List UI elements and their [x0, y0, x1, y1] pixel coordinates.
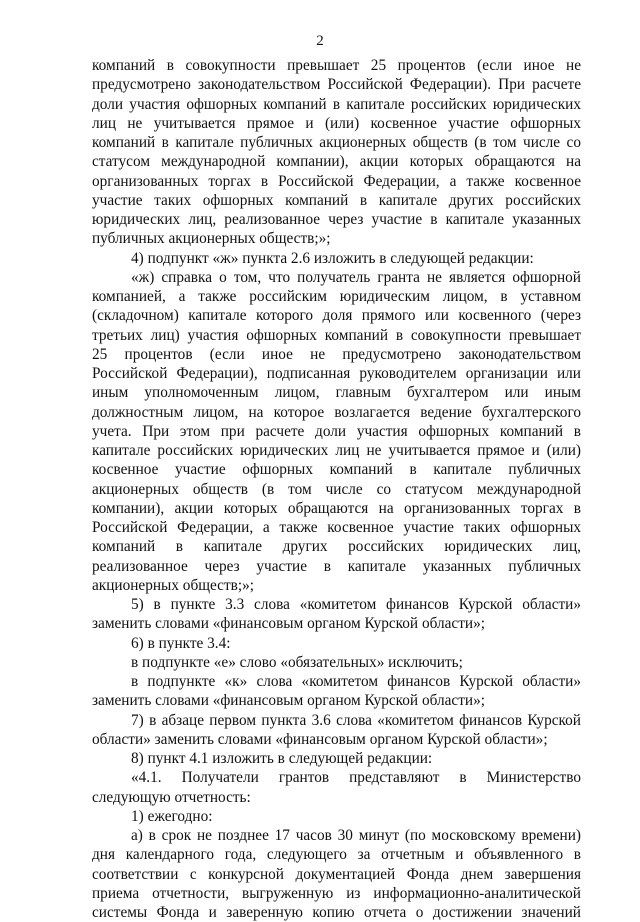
text-line: организованных торгах в Российской Федерации, а также косвенное [92, 172, 581, 190]
text-line: (складочном) капитале которого доля прямого или косвенного (через [92, 307, 581, 325]
text-line: учета. При этом при расчете доли участия офшорных компаний в [92, 422, 581, 440]
text-line: компаний в капитале публичных акционерных обществ (в том числе со [92, 134, 581, 151]
text-line: 5) в пункте 3.3 слова «комитетом финансов Курской области» [131, 596, 581, 613]
text-line: публичных акционерных обществ;»; [92, 230, 331, 248]
text-line: компании), акции которых обращаются на организованных торгах в [92, 499, 581, 517]
text-line: акционерных обществ (в том числе со статусом международной [92, 480, 581, 498]
text-line: косвенное участие офшорных компаний в капитале публичных [92, 461, 581, 479]
text-line: Российской Федерации), подписанная руководителем организации или [92, 365, 581, 382]
text-line: дня календарного года, следующего за отчетным и объявленного в [92, 846, 581, 864]
text-line: соответствии с конкурсной документацией Фонда днем завершения [92, 865, 581, 883]
text-line: иным уполномоченным лицом, главным бухгалтером или иным [92, 384, 581, 402]
text-line: 4) подпункт «ж» пункта 2.6 изложить в следующей редакции: [131, 249, 534, 267]
text-line: следующую отчетность: [92, 788, 251, 806]
text-line: третьих лиц) участия офшорных компаний в совокупности превышает [92, 326, 581, 344]
text-line: юридических лиц, реализованное через участие в капитале указанных [92, 211, 581, 228]
document-body [92, 56, 581, 922]
text-line: компаний в капитале других российских юридических лиц, [92, 538, 581, 556]
text-line: 25 процентов (если иное не предусмотрено законодательством [92, 345, 581, 363]
text-line: 7) в абзаце первом пункта 3.6 слова «комитетом финансов Курской [131, 711, 581, 729]
text-line: заменить словами «финансовым органом Курской области»; [92, 615, 485, 633]
text-line: реализованное через участие в капитале указанных публичных [92, 557, 581, 575]
text-line: «4.1. Получатели грантов представляют в Министерство [131, 769, 581, 787]
text-line: акционерных обществ;»; [92, 576, 255, 594]
text-line: в подпункте «е» слово «обязательных» исключить; [131, 653, 463, 671]
text-line: 1) ежегодно: [131, 807, 213, 825]
text-line: «ж) справка о том, что получатель гранта не является офшорной [131, 268, 581, 286]
text-line: приема отчетности, выгруженную из информационно-аналитической [92, 884, 581, 902]
text-line: участие таких офшорных компаний в капитале других российских [92, 191, 581, 209]
text-line: заменить словами «финансовым органом Курской области»; [92, 692, 485, 710]
text-line: а) в срок не позднее 17 часов 30 минут (по московскому времени) [131, 827, 581, 844]
text-line: предусмотрено законодательством Российской Федерации). При расчете [92, 76, 581, 94]
text-line: статусом международной компании), акции которых обращаются на [92, 153, 581, 171]
text-line: области» заменить словами «финансовым органом Курской области»; [92, 730, 548, 748]
text-line: в подпункте «к» слова «комитетом финансов Курской области» [131, 673, 581, 690]
text-line: 6) в пункте 3.4: [131, 634, 231, 652]
text-line: капитале российских юридических лиц не учитывается прямое и (или) [92, 442, 581, 459]
text-line: Российской Федерации, а также косвенное участие таких офшорных [92, 519, 581, 536]
text-line: системы Фонда и заверенную копию отчета о достижении значений [92, 904, 581, 921]
text-line: доли участия офшорных компаний в капитале российских юридических [92, 95, 581, 113]
text-line: лиц не учитывается прямое и (или) косвенное участие офшорных [92, 114, 581, 132]
text-line: 8) пункт 4.1 изложить в следующей редакции: [131, 750, 433, 767]
text-line: должностным лицом, на которое возлагается ведение бухгалтерского [92, 403, 581, 421]
text-line: компаний в совокупности превышает 25 процентов (если иное не [92, 57, 581, 74]
text-line: компанией, а также российским юридическим лицом, в уставном [92, 288, 581, 305]
page-number: 2 [316, 33, 324, 49]
